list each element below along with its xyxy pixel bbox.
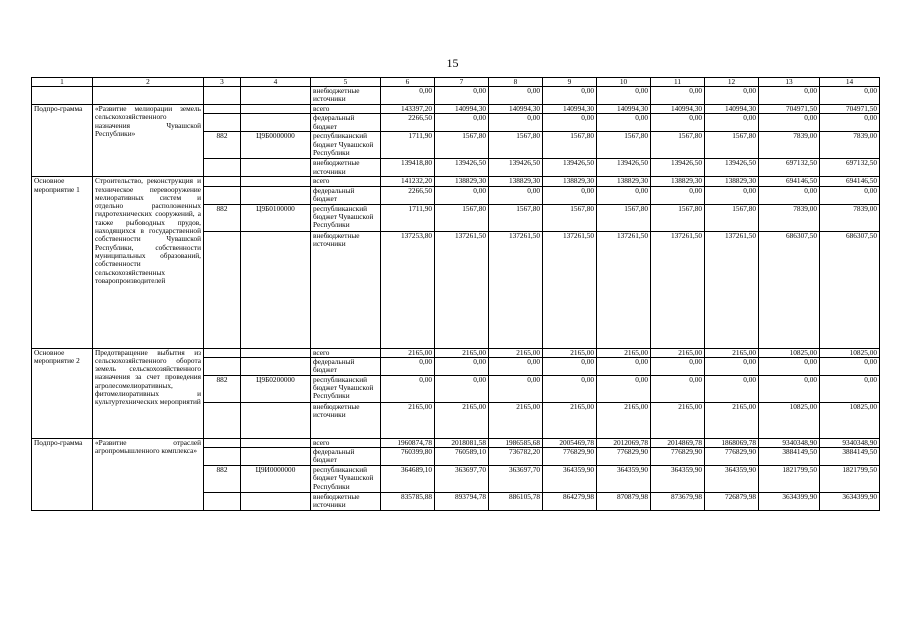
value-cell: 364359,90 bbox=[705, 466, 759, 493]
code-cell bbox=[241, 348, 311, 357]
value-cell: 139426,50 bbox=[651, 159, 705, 177]
header-cell: 12 bbox=[705, 78, 759, 87]
value-cell: 139426,50 bbox=[489, 159, 543, 177]
name-cell: Строительство, реконструкция и техническое перевооружение мелиоративных систем и отдельно расположенных гидротехнических сооружений, а также рыбоводных прудов, находящихся в государственной собственности Чувашской Республики, собственности муниципальных образований, собственности сельскохозяйственных товаропроизводителей bbox=[93, 177, 204, 348]
value-cell: 0,00 bbox=[543, 114, 597, 132]
value-cell: 1821799,50 bbox=[759, 466, 820, 493]
value-cell: 0,00 bbox=[705, 375, 759, 402]
value-cell: 1868069,78 bbox=[705, 438, 759, 447]
value-cell: 138829,30 bbox=[543, 177, 597, 186]
header-cell: 3 bbox=[204, 78, 241, 87]
value-cell: 137261,50 bbox=[489, 231, 543, 348]
value-cell: 139426,50 bbox=[597, 159, 651, 177]
value-cell: 137261,50 bbox=[597, 231, 651, 348]
value-cell: 0,00 bbox=[651, 357, 705, 375]
table-row bbox=[32, 177, 880, 186]
value-cell: 1567,80 bbox=[597, 204, 651, 231]
value-cell: 0,00 bbox=[759, 357, 820, 375]
value-cell: 760399,80 bbox=[381, 448, 435, 466]
value-cell: 1567,80 bbox=[597, 132, 651, 159]
funding-source-cell: республиканский бюджет Чувашской Республики bbox=[311, 375, 381, 402]
code-cell bbox=[241, 105, 311, 114]
value-cell: 0,00 bbox=[759, 375, 820, 402]
value-cell: 1567,80 bbox=[435, 204, 489, 231]
code-cell: Ц9И0000000 bbox=[241, 466, 311, 493]
value-cell: 0,00 bbox=[820, 114, 880, 132]
value-cell: 138829,30 bbox=[597, 177, 651, 186]
value-cell: 686307,50 bbox=[759, 231, 820, 348]
funding-source-cell: федеральный бюджет bbox=[311, 114, 381, 132]
grbs-cell bbox=[204, 186, 241, 204]
value-cell: 1567,80 bbox=[435, 132, 489, 159]
value-cell: 139426,50 bbox=[543, 159, 597, 177]
value-cell: 2012069,78 bbox=[597, 438, 651, 447]
table-row bbox=[32, 438, 880, 447]
header-cell: 8 bbox=[489, 78, 543, 87]
value-cell: 138829,30 bbox=[651, 177, 705, 186]
value-cell: 2165,00 bbox=[651, 348, 705, 357]
value-cell: 0,00 bbox=[597, 375, 651, 402]
value-cell: 137261,50 bbox=[435, 231, 489, 348]
code-cell bbox=[241, 159, 311, 177]
funding-source-cell: всего bbox=[311, 348, 381, 357]
value-cell: 1567,80 bbox=[651, 132, 705, 159]
grbs-cell bbox=[204, 231, 241, 348]
value-cell: 1960874,78 bbox=[381, 438, 435, 447]
value-cell: 1567,80 bbox=[489, 204, 543, 231]
grbs-cell: 882 bbox=[204, 466, 241, 493]
grbs-cell bbox=[204, 448, 241, 466]
value-cell: 736782,20 bbox=[489, 448, 543, 466]
grbs-cell: 882 bbox=[204, 204, 241, 231]
header-cell: 9 bbox=[543, 78, 597, 87]
value-cell: 2005469,78 bbox=[543, 438, 597, 447]
value-cell: 704971,50 bbox=[820, 105, 880, 114]
value-cell: 139426,50 bbox=[705, 159, 759, 177]
funding-source-cell: федеральный бюджет bbox=[311, 357, 381, 375]
value-cell: 3884149,50 bbox=[820, 448, 880, 466]
value-cell: 0,00 bbox=[705, 186, 759, 204]
value-cell: 694146,50 bbox=[759, 177, 820, 186]
code-cell: Ц9Б0200000 bbox=[241, 375, 311, 402]
header-cell: 11 bbox=[651, 78, 705, 87]
code-cell bbox=[241, 186, 311, 204]
funding-source-cell: внебюджетные источники bbox=[311, 402, 381, 438]
table-row bbox=[32, 105, 880, 114]
header-cell: 10 bbox=[597, 78, 651, 87]
grbs-cell bbox=[204, 105, 241, 114]
header-row bbox=[32, 78, 880, 87]
value-cell: 864279,98 bbox=[543, 493, 597, 511]
code-cell bbox=[241, 357, 311, 375]
code-cell bbox=[241, 448, 311, 466]
value-cell: 7839,00 bbox=[820, 132, 880, 159]
value-cell: 1567,80 bbox=[705, 132, 759, 159]
value-cell: 2165,00 bbox=[651, 402, 705, 438]
table-row bbox=[32, 87, 880, 105]
value-cell: 10825,00 bbox=[820, 348, 880, 357]
grbs-cell bbox=[204, 348, 241, 357]
name-cell bbox=[93, 87, 204, 105]
value-cell: 0,00 bbox=[820, 186, 880, 204]
value-cell: 2165,00 bbox=[705, 348, 759, 357]
grbs-cell bbox=[204, 159, 241, 177]
grbs-cell bbox=[204, 438, 241, 447]
value-cell: 686307,50 bbox=[820, 231, 880, 348]
value-cell: 7839,00 bbox=[820, 204, 880, 231]
value-cell: 0,00 bbox=[489, 87, 543, 105]
value-cell: 893794,78 bbox=[435, 493, 489, 511]
header-cell: 7 bbox=[435, 78, 489, 87]
value-cell: 835785,88 bbox=[381, 493, 435, 511]
value-cell: 140994,30 bbox=[597, 105, 651, 114]
value-cell: 137261,50 bbox=[543, 231, 597, 348]
value-cell: 2165,00 bbox=[597, 348, 651, 357]
value-cell: 776829,90 bbox=[705, 448, 759, 466]
funding-source-cell: внебюджетные источники bbox=[311, 493, 381, 511]
value-cell: 2266,50 bbox=[381, 114, 435, 132]
value-cell: 2165,00 bbox=[597, 402, 651, 438]
value-cell: 137253,80 bbox=[381, 231, 435, 348]
value-cell: 0,00 bbox=[381, 375, 435, 402]
value-cell: 140994,30 bbox=[543, 105, 597, 114]
value-cell: 363697,70 bbox=[435, 466, 489, 493]
grbs-cell bbox=[204, 177, 241, 186]
value-cell: 143397,20 bbox=[381, 105, 435, 114]
funding-source-cell: внебюджетные источники bbox=[311, 159, 381, 177]
value-cell: 0,00 bbox=[597, 87, 651, 105]
page-number: 15 bbox=[446, 56, 459, 70]
header-cell: 1 bbox=[32, 78, 93, 87]
code-cell bbox=[241, 177, 311, 186]
value-cell: 2165,00 bbox=[489, 348, 543, 357]
funding-source-cell: внебюджетные источники bbox=[311, 87, 381, 105]
value-cell: 364359,90 bbox=[543, 466, 597, 493]
value-cell: 2165,00 bbox=[435, 402, 489, 438]
status-cell: Подпро-грамма bbox=[32, 105, 93, 177]
value-cell: 0,00 bbox=[489, 186, 543, 204]
budget-table bbox=[31, 77, 880, 511]
value-cell: 1567,80 bbox=[543, 132, 597, 159]
value-cell: 0,00 bbox=[820, 357, 880, 375]
code-cell bbox=[241, 87, 311, 105]
value-cell: 0,00 bbox=[543, 375, 597, 402]
value-cell: 697132,50 bbox=[759, 159, 820, 177]
grbs-cell: 882 bbox=[204, 132, 241, 159]
code-cell bbox=[241, 402, 311, 438]
value-cell: 0,00 bbox=[597, 186, 651, 204]
value-cell: 2165,00 bbox=[435, 348, 489, 357]
value-cell: 726879,98 bbox=[705, 493, 759, 511]
funding-source-cell: республиканский бюджет Чувашской Республики bbox=[311, 204, 381, 231]
value-cell: 0,00 bbox=[381, 357, 435, 375]
value-cell: 7839,00 bbox=[759, 204, 820, 231]
value-cell: 870879,98 bbox=[597, 493, 651, 511]
status-cell: Основное мероприятие 1 bbox=[32, 177, 93, 348]
code-cell: Ц9Б0000000 bbox=[241, 132, 311, 159]
header-cell: 2 bbox=[93, 78, 204, 87]
value-cell: 776829,90 bbox=[597, 448, 651, 466]
value-cell: 0,00 bbox=[489, 375, 543, 402]
grbs-cell bbox=[204, 402, 241, 438]
value-cell: 0,00 bbox=[651, 186, 705, 204]
value-cell: 363697,70 bbox=[489, 466, 543, 493]
value-cell: 697132,50 bbox=[820, 159, 880, 177]
value-cell: 0,00 bbox=[489, 357, 543, 375]
funding-source-cell: внебюджетные источники bbox=[311, 231, 381, 348]
value-cell: 0,00 bbox=[435, 87, 489, 105]
code-cell: Ц9Б0100000 bbox=[241, 204, 311, 231]
code-cell bbox=[241, 493, 311, 511]
value-cell: 0,00 bbox=[543, 186, 597, 204]
value-cell: 0,00 bbox=[435, 375, 489, 402]
value-cell: 760589,10 bbox=[435, 448, 489, 466]
value-cell: 138829,30 bbox=[435, 177, 489, 186]
value-cell: 1567,80 bbox=[651, 204, 705, 231]
value-cell: 0,00 bbox=[435, 357, 489, 375]
value-cell: 9340348,90 bbox=[759, 438, 820, 447]
grbs-cell bbox=[204, 493, 241, 511]
value-cell: 0,00 bbox=[705, 87, 759, 105]
funding-source-cell: всего bbox=[311, 177, 381, 186]
value-cell: 2266,50 bbox=[381, 186, 435, 204]
grbs-cell: 882 bbox=[204, 375, 241, 402]
value-cell: 1986585,68 bbox=[489, 438, 543, 447]
value-cell: 1711,90 bbox=[381, 132, 435, 159]
value-cell: 140994,30 bbox=[651, 105, 705, 114]
funding-source-cell: всего bbox=[311, 105, 381, 114]
value-cell: 0,00 bbox=[435, 186, 489, 204]
value-cell: 2014869,78 bbox=[651, 438, 705, 447]
value-cell: 140994,30 bbox=[489, 105, 543, 114]
value-cell: 694146,50 bbox=[820, 177, 880, 186]
status-cell: Основное мероприятие 2 bbox=[32, 348, 93, 438]
value-cell: 364689,10 bbox=[381, 466, 435, 493]
value-cell: 0,00 bbox=[705, 357, 759, 375]
value-cell: 776829,90 bbox=[651, 448, 705, 466]
value-cell: 2165,00 bbox=[543, 348, 597, 357]
grbs-cell bbox=[204, 357, 241, 375]
value-cell: 0,00 bbox=[489, 114, 543, 132]
value-cell: 0,00 bbox=[705, 114, 759, 132]
name-cell: «Развитие мелиорации земель сельскохозяйственного назначения Чувашской Республики» bbox=[93, 105, 204, 177]
value-cell: 10825,00 bbox=[820, 402, 880, 438]
value-cell: 138829,30 bbox=[705, 177, 759, 186]
value-cell: 0,00 bbox=[435, 114, 489, 132]
value-cell: 364359,90 bbox=[651, 466, 705, 493]
header-cell: 5 bbox=[311, 78, 381, 87]
value-cell: 2165,00 bbox=[489, 402, 543, 438]
value-cell: 2165,00 bbox=[381, 348, 435, 357]
code-cell bbox=[241, 438, 311, 447]
value-cell: 141232,20 bbox=[381, 177, 435, 186]
value-cell: 0,00 bbox=[543, 87, 597, 105]
value-cell: 140994,30 bbox=[435, 105, 489, 114]
value-cell: 7839,00 bbox=[759, 132, 820, 159]
funding-source-cell: всего bbox=[311, 438, 381, 447]
value-cell: 140994,30 bbox=[705, 105, 759, 114]
value-cell: 3634399,90 bbox=[759, 493, 820, 511]
value-cell: 0,00 bbox=[759, 186, 820, 204]
header-cell: 6 bbox=[381, 78, 435, 87]
value-cell: 2018081,58 bbox=[435, 438, 489, 447]
header-cell: 4 bbox=[241, 78, 311, 87]
value-cell: 2165,00 bbox=[543, 402, 597, 438]
value-cell: 0,00 bbox=[759, 114, 820, 132]
value-cell: 0,00 bbox=[597, 114, 651, 132]
value-cell: 0,00 bbox=[651, 375, 705, 402]
funding-source-cell: республиканский бюджет Чувашской Республики bbox=[311, 132, 381, 159]
table-row bbox=[32, 348, 880, 357]
value-cell: 0,00 bbox=[543, 357, 597, 375]
name-cell: Предотвращение выбытия из сельскохозяйственного оборота земель сельскохозяйственного назначения за счет проведения агролесомелиоративных, фитомелиоративных и культуртехнических мероприятий bbox=[93, 348, 204, 438]
value-cell: 704971,50 bbox=[759, 105, 820, 114]
code-cell bbox=[241, 231, 311, 348]
status-cell bbox=[32, 87, 93, 105]
funding-source-cell: республиканский бюджет Чувашской Республики bbox=[311, 466, 381, 493]
value-cell: 10825,00 bbox=[759, 402, 820, 438]
header-cell: 14 bbox=[820, 78, 880, 87]
value-cell: 1567,80 bbox=[489, 132, 543, 159]
status-cell: Подпро-грамма bbox=[32, 438, 93, 510]
value-cell: 139426,50 bbox=[435, 159, 489, 177]
value-cell: 0,00 bbox=[820, 87, 880, 105]
value-cell: 9340348,90 bbox=[820, 438, 880, 447]
value-cell: 3884149,50 bbox=[759, 448, 820, 466]
value-cell: 138829,30 bbox=[489, 177, 543, 186]
value-cell: 0,00 bbox=[597, 357, 651, 375]
value-cell: 1821799,50 bbox=[820, 466, 880, 493]
funding-source-cell: федеральный бюджет bbox=[311, 186, 381, 204]
value-cell: 0,00 bbox=[759, 87, 820, 105]
value-cell: 1567,80 bbox=[705, 204, 759, 231]
funding-source-cell: федеральный бюджет bbox=[311, 448, 381, 466]
value-cell: 10825,00 bbox=[759, 348, 820, 357]
code-cell bbox=[241, 114, 311, 132]
value-cell: 1567,80 bbox=[543, 204, 597, 231]
value-cell: 0,00 bbox=[651, 114, 705, 132]
value-cell: 886105,78 bbox=[489, 493, 543, 511]
value-cell: 137261,50 bbox=[651, 231, 705, 348]
grbs-cell bbox=[204, 87, 241, 105]
grbs-cell bbox=[204, 114, 241, 132]
value-cell: 0,00 bbox=[651, 87, 705, 105]
value-cell: 137261,50 bbox=[705, 231, 759, 348]
value-cell: 1711,90 bbox=[381, 204, 435, 231]
header-cell: 13 bbox=[759, 78, 820, 87]
value-cell: 2165,00 bbox=[705, 402, 759, 438]
value-cell: 873679,98 bbox=[651, 493, 705, 511]
value-cell: 0,00 bbox=[381, 87, 435, 105]
value-cell: 2165,00 bbox=[381, 402, 435, 438]
value-cell: 139418,80 bbox=[381, 159, 435, 177]
value-cell: 364359,90 bbox=[597, 466, 651, 493]
name-cell: «Развитие отраслей агропромышленного комплекса» bbox=[93, 438, 204, 510]
value-cell: 776829,90 bbox=[543, 448, 597, 466]
value-cell: 3634399,90 bbox=[820, 493, 880, 511]
value-cell: 0,00 bbox=[820, 375, 880, 402]
